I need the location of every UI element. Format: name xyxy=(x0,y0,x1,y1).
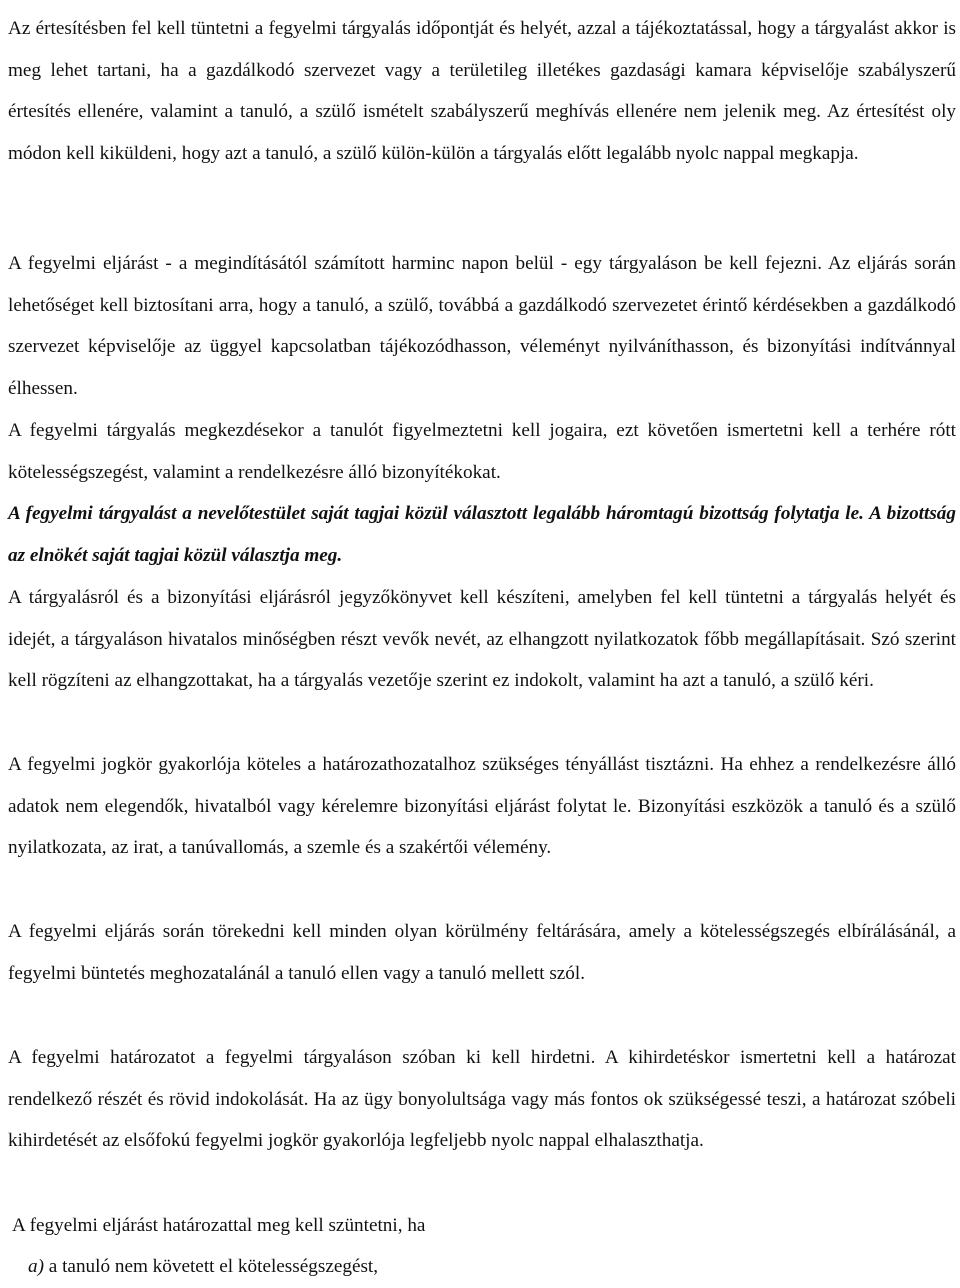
paragraph-notification: Az értesítésben fel kell tüntetni a fegyelmi tárgyalás időpontját és helyét, azzal a tájékoztatással, hogy a tárgyalást akkor is meg lehet tartani, ha a gazdálkodó szervezet vagy a területileg illetékes gazdasági kamara képviselője szabályszerű értesítés ellenére, valamint a tanuló, a szülő ismételt szabályszerű meghívás ellenére nem jelenik meg. Az értesítést oly módon kell kiküldeni, hogy azt a tanuló, a szülő külön-külön a tárgyalás előtt legalább nyolc nappal megkapja. xyxy=(8,18,956,164)
list-marker: a) xyxy=(28,1256,44,1277)
list-item xyxy=(28,1246,956,1288)
list-item-text: a tanuló nem követett el kötelességszegést, xyxy=(48,1256,379,1277)
paragraph-hearing-start: A fegyelmi tárgyalás megkezdésekor a tanulót figyelmeztetni kell jogaira, ezt követően ismertetni kell a terhére rótt kötelességszegést, valamint a rendelkezésre álló bizonyítékokat. xyxy=(8,420,956,483)
paragraph-minutes: A tárgyalásról és a bizonyítási eljárásról jegyzőkönyvet kell készíteni, amelyben fel kell tüntetni a tárgyalás helyét és idejét, a tárgyaláson hivatalos minőségben részt vevők nevét, az elhangzott nyilatkozatok főbb megállapításait. Szó szerint kell rögzíteni az elhangzottakat, ha a tárgyalás vezetője szerint ez indokolt, valamint ha azt a tanuló, a szülő kéri. xyxy=(8,587,956,692)
paragraph-termination: A fegyelmi eljárást határozattal meg kell szüntetni, ha xyxy=(12,1215,426,1236)
paragraph-evidence: A fegyelmi jogkör gyakorlója köteles a határozathozatalhoz szükséges tényállást tisztázni. Ha ehhez a rendelkezésre álló adatok nem elegendők, hivatalból vagy kérelemre bizonyítási eljárást folytat le. Bizonyítási eszközök a tanuló és a szülő nyilatkozata, az irat, a tanúvallomás, a szemle és a szakértői vélemény. xyxy=(8,754,956,859)
paragraph-announcement: A fegyelmi határozatot a fegyelmi tárgyaláson szóban ki kell hirdetni. A kihirdetéskor ismertetni kell a határozat rendelkező részét és rövid indokolását. Ha az ügy bonyolultsága vagy más fontos ok szükségessé teszi, a határozat szóbeli kihirdetését az elsőfokú fegyelmi jogkör gyakorlója legfeljebb nyolc nappal elhalaszthatja. xyxy=(8,1047,956,1152)
paragraph-circumstances: A fegyelmi eljárás során törekedni kell minden olyan körülmény feltárására, amely a kötelességszegés elbírálásánál, a fegyelmi büntetés meghozatalánál a tanuló ellen vagy a tanuló mellett szól. xyxy=(8,921,956,984)
paragraph-committee: A fegyelmi tárgyalást a nevelőtestület saját tagjai közül választott legalább háromtagú bizottság folytatja le. A bizottság az elnökét saját tagjai közül választja meg. xyxy=(8,503,956,566)
paragraph-procedure-deadline: A fegyelmi eljárást - a megindításától számított harminc napon belül - egy tárgyaláson be kell fejezni. Az eljárás során lehetőséget kell biztosítani arra, hogy a tanuló, a szülő, továbbá a gazdálkodó szervezetet érintő kérdésekben a gazdálkodó szervezet képviselője az üggyel kapcsolatban tájékozódhasson, véleményt nyilváníthasson, és bizonyítási indítvánnyal élhessen. xyxy=(8,253,956,399)
